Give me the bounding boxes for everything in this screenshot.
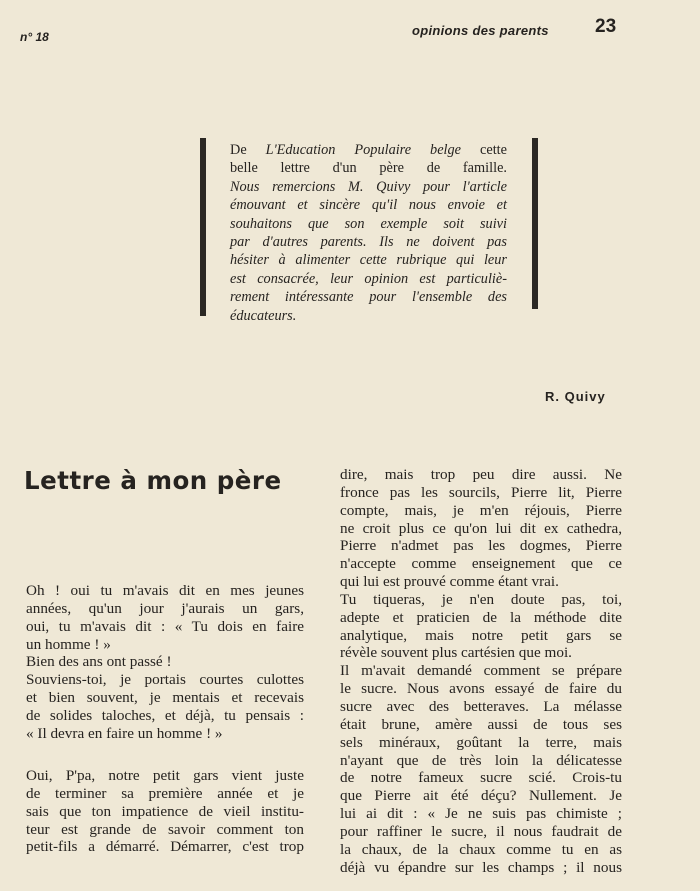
intro-run: cette [461, 142, 507, 158]
article-line: déjà vu épandre sur les champs ; il nous [340, 858, 622, 876]
article-line: petit-fils a démarré. Démarrer, c'est trop [26, 838, 304, 856]
page-number: 23 [595, 16, 617, 37]
intro-run: De [230, 142, 266, 158]
article-line: n'ayant que de très loin la délicatesse [340, 751, 622, 769]
article-line: Tu tiqueras, je n'en doute pas, toi, [340, 590, 622, 608]
intro-run: L'Education Populaire belge [265, 142, 462, 158]
article-line: sels minéraux, goûtant la terre, mais [340, 733, 622, 751]
intro-run: rement intéressante pour l'ensemble des [230, 289, 507, 306]
article-line: n'accepte comme enseignement que ce [340, 555, 622, 573]
intro-run: éducateurs. [230, 307, 297, 324]
article-line: « Il devra en faire un homme ! » [26, 724, 223, 742]
article-line: Souviens-toi, je portais courtes culottes [26, 671, 304, 689]
article-line: Oui, P'pa, notre petit gars vient juste [26, 767, 304, 784]
article-line: Oh ! oui tu m'avais dit en mes jeunes [26, 582, 304, 599]
intro-run: émouvant et sincère qu'il nous envoie et [230, 197, 507, 214]
author-name: R. Quivy [545, 389, 606, 404]
intro-run: Nous remercions M. Quivy pour l'article [230, 178, 507, 195]
article-line: de solides taloches, et déjà, tu pensais : [26, 706, 304, 724]
issue-number: n° 18 [20, 30, 49, 44]
article-line: sais que ton impatience de vieil institu- [26, 802, 304, 820]
intro-run: souhaitons que son exemple soit suivi [230, 215, 507, 232]
article-line: années, qu'un jour j'aurais un gars, [26, 599, 304, 617]
intro-run: belle lettre d'un père de famille. [230, 160, 507, 177]
intro-line [230, 270, 507, 288]
article-line: que Pierre ait été déçu? Nullement. Je [340, 787, 622, 805]
article-title: Lettre à mon père [24, 466, 282, 495]
intro-line [230, 159, 507, 177]
article-line: Pierre n'admet pas les dogmes, Pierre [340, 537, 622, 555]
article-line: fronce pas les sourcils, Pierre lit, Pierre [340, 483, 622, 501]
article-line: et bien souvent, je mentais et recevais [26, 689, 304, 707]
article-line: Bien des ans ont passé ! [26, 653, 172, 671]
article-line: qui lui est prouvé comme étant vrai. [340, 573, 559, 591]
article-column-left-part1 [26, 582, 304, 743]
article-line: de terminer sa première année et je [26, 784, 304, 802]
intro-line [230, 307, 507, 325]
intro-line [230, 196, 507, 214]
editorial-intro-box [200, 138, 538, 324]
intro-left-rule [200, 138, 206, 316]
intro-line [230, 178, 507, 196]
intro-line [230, 233, 507, 251]
intro-run: hésiter à alimenter cette rubrique qui leur [230, 252, 507, 269]
article-column-left-part2 [26, 767, 304, 856]
intro-run: est consacrée, leur opinion est particuliè- [230, 270, 507, 287]
intro-line [230, 251, 507, 269]
article-line: lui ai dit : « Je ne suis pas chimiste ; [340, 805, 622, 823]
intro-text [230, 141, 507, 325]
intro-right-rule [532, 138, 538, 309]
article-line: de notre fameux sucre scié. Crois-tu [340, 769, 622, 787]
article-line: le sucre. Nous avons essayé de faire du [340, 680, 622, 698]
article-line: ne croit plus ce qu'on lui dit ex cathedra, [340, 519, 622, 537]
article-line: oui, tu m'avais dit : « Tu dois en faire [26, 617, 304, 635]
intro-run: par d'autres parents. Ils ne doivent pas [230, 234, 507, 251]
article-line: était brune, amère aussi de tous ses [340, 715, 622, 733]
article-line: adepte et praticien de la méthode dite [340, 608, 622, 626]
article-line: compte, mais, je m'en réjouis, Pierre [340, 501, 622, 519]
article-line: teur est grande de savoir comment ton [26, 820, 304, 838]
article-column-right [340, 466, 622, 876]
article-line: sucre avec des betteraves. La mélasse [340, 697, 622, 715]
intro-line [230, 141, 507, 159]
article-line: analytique, mais notre petit gars se [340, 626, 622, 644]
article-line: dire, mais trop peu dire aussi. Ne [340, 466, 622, 483]
article-line: pour raffiner le sucre, il nous faudrait de [340, 822, 622, 840]
article-line: la chaux, de la chaux comme tu en as [340, 840, 622, 858]
article-line: Il m'avait demandé comment se prépare [340, 662, 622, 680]
article-line: révèle souvent plus cartésien que moi. [340, 644, 572, 662]
section-title: opinions des parents [412, 23, 549, 38]
intro-line [230, 215, 507, 233]
article-line: un homme ! » [26, 635, 111, 653]
intro-line [230, 288, 507, 306]
